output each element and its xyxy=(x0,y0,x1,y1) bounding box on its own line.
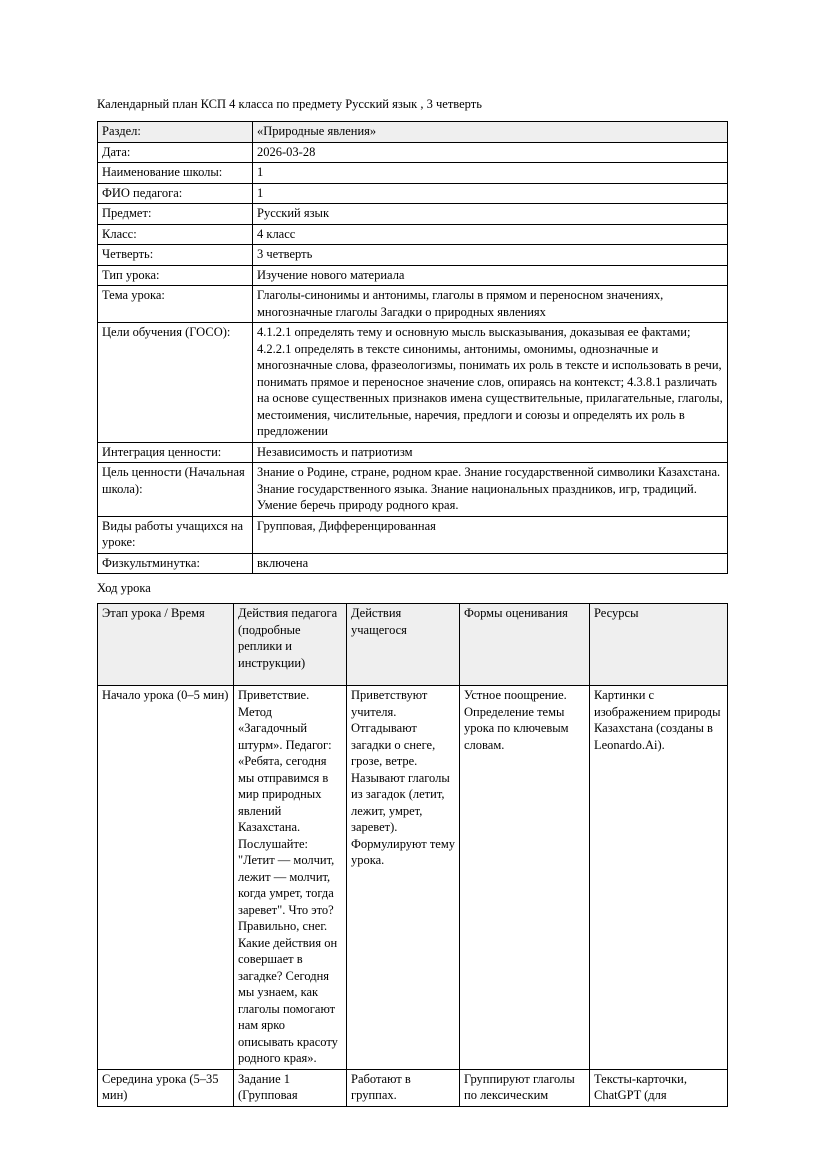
info-row-value: Изучение нового материала xyxy=(253,265,728,286)
info-row-label: Дата: xyxy=(98,142,253,163)
info-row-value: 2026-03-28 xyxy=(253,142,728,163)
info-row-label: Предмет: xyxy=(98,204,253,225)
table-row xyxy=(98,286,728,323)
table-row xyxy=(98,122,728,143)
info-row-value: 4.1.2.1 определять тему и основную мысль высказывания, доказывая ее фактами; 4.2.2.1 определять в тексте синонимы, антонимы, омонимы, однозначные и многозначные слова, фразеологизмы, понимать их роль в тексте и использовать в речи, понимать прямое и переносное значение слов, опираясь на контекст; 4.3.8.1 различать на основе существенных признаков имена существительные, прилагательные, глаголы, местоимения, числительные, наречия, предлоги и союзы и определять их роль в предложении xyxy=(253,323,728,443)
info-row-label: ФИО педагога: xyxy=(98,183,253,204)
info-row-value: включена xyxy=(253,553,728,574)
column-header: Формы оценивания xyxy=(460,604,590,686)
info-row-label: Четверть: xyxy=(98,245,253,266)
table-row xyxy=(98,463,728,517)
info-row-value: Знание о Родине, стране, родном крае. Знание государственной символики Казахстана. Знание государственного языка. Знание национальных праздников, игр, традиций. Умение беречь природу родного края. xyxy=(253,463,728,517)
info-row-label: Виды работы учащихся на уроке: xyxy=(98,516,253,553)
stage-cell: Начало урока (0–5 мин) xyxy=(98,686,234,1070)
column-header: Действия педагога (подробные реплики и инструкции) xyxy=(234,604,347,686)
info-row-label: Тип урока: xyxy=(98,265,253,286)
info-row-label: Раздел: xyxy=(98,122,253,143)
info-row-value: Независимость и патриотизм xyxy=(253,442,728,463)
info-row-value: 1 xyxy=(253,183,728,204)
info-row-value: Русский язык xyxy=(253,204,728,225)
column-header: Действия учащегося xyxy=(347,604,460,686)
table-header-row xyxy=(98,604,728,686)
teacher-actions-cell: Приветствие. Метод «Загадочный штурм». Педагог: «Ребята, сегодня мы отправимся в мир природных явлений Казахстана. Послушайте: "Летит — молчит, лежит — молчит, когда умрет, тогда заревет". Что это? Правильно, снег. Какие действия он совершает в загадке? Сегодня мы узнаем, как глаголы помогают нам ярко описывать красоту родного края». xyxy=(234,686,347,1070)
table-row xyxy=(98,142,728,163)
lesson-flow-header xyxy=(98,604,728,686)
info-row-label: Цель ценности (Начальная школа): xyxy=(98,463,253,517)
lesson-info-body xyxy=(98,122,728,574)
lesson-flow-body xyxy=(98,686,728,1107)
info-row-label: Тема урока: xyxy=(98,286,253,323)
info-row-value: 3 четверть xyxy=(253,245,728,266)
info-row-label: Цели обучения (ГОСО): xyxy=(98,323,253,443)
student-actions-cell: Приветствуют учителя. Отгадывают загадки о снеге, грозе, ветре. Называют глаголы из загадок (летит, лежит, умрет, заревет). Формулируют тему урока. xyxy=(347,686,460,1070)
resources-cell: Картинки с изображением природы Казахстана (созданы в Leonardo.Ai). xyxy=(590,686,728,1070)
student-actions-cell: Работают в группах. xyxy=(347,1069,460,1106)
info-row-label: Наименование школы: xyxy=(98,163,253,184)
table-row xyxy=(98,204,728,225)
table-row xyxy=(98,516,728,553)
info-row-value: «Природные явления» xyxy=(253,122,728,143)
lesson-flow-table xyxy=(97,603,728,1107)
lesson-info-table xyxy=(97,121,728,574)
table-row xyxy=(98,183,728,204)
info-row-label: Класс: xyxy=(98,224,253,245)
stage-cell: Середина урока (5–35 мин) xyxy=(98,1069,234,1106)
table-row xyxy=(98,323,728,443)
table-row xyxy=(98,553,728,574)
info-row-value: 4 класс xyxy=(253,224,728,245)
table-row xyxy=(98,1069,728,1106)
teacher-actions-cell: Задание 1 (Групповая xyxy=(234,1069,347,1106)
info-row-label: Физкультминутка: xyxy=(98,553,253,574)
table-row xyxy=(98,224,728,245)
info-row-label: Интеграция ценности: xyxy=(98,442,253,463)
assessment-cell: Устное поощрение. Определение темы урока по ключевым словам. xyxy=(460,686,590,1070)
column-header: Этап урока / Время xyxy=(98,604,234,686)
info-row-value: Глаголы-синонимы и антонимы, глаголы в прямом и переносном значениях, многозначные глаголы Загадки о природных явлениях xyxy=(253,286,728,323)
lesson-flow-heading: Ход урока xyxy=(97,581,151,595)
table-row xyxy=(98,163,728,184)
table-row xyxy=(98,442,728,463)
table-row xyxy=(98,265,728,286)
assessment-cell: Группируют глаголы по лексическим xyxy=(460,1069,590,1106)
info-row-value: Групповая, Дифференцированная xyxy=(253,516,728,553)
info-row-value: 1 xyxy=(253,163,728,184)
resources-cell: Тексты-карточки, ChatGPT (для xyxy=(590,1069,728,1106)
column-header: Ресурсы xyxy=(590,604,728,686)
table-row xyxy=(98,686,728,1070)
page-title: Календарный план КСП 4 класса по предмету Русский язык , 3 четверть xyxy=(97,97,482,111)
table-row xyxy=(98,245,728,266)
